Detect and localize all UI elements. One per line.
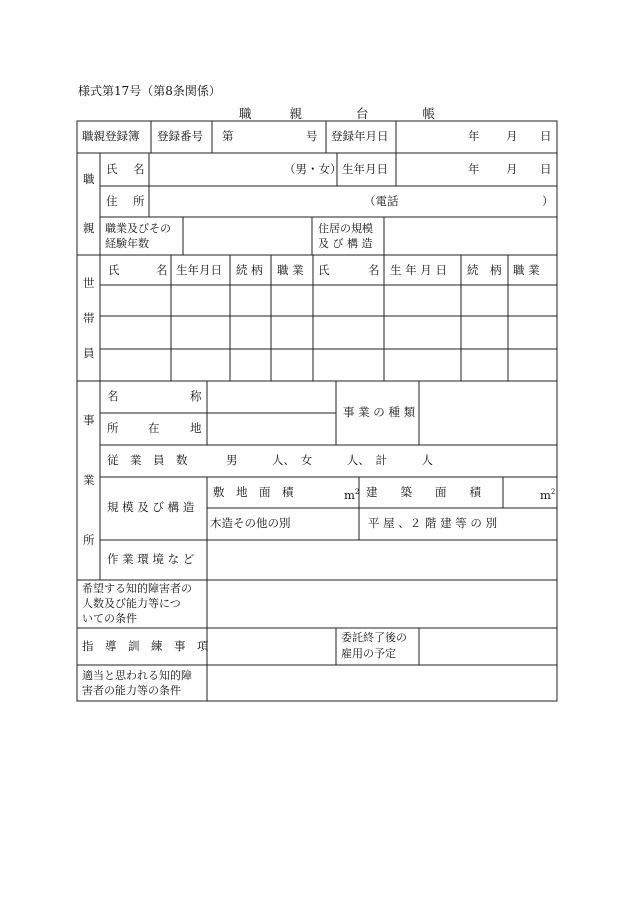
desired-conditions-label: 希望する知的障害者の	[82, 582, 192, 595]
registration-date-label: 登録年月日	[331, 129, 389, 143]
wooden-other-label: 木造その他の別	[210, 516, 291, 530]
household-col-name: 氏	[318, 263, 330, 277]
section-household-char: 員	[83, 346, 95, 360]
household-col-birthdate: 生年月日	[176, 263, 222, 277]
business-location-label: 地	[190, 421, 202, 435]
household-col-relation: 続 柄	[236, 263, 263, 277]
suitable-conditions-label: 害者の能力等の条件	[82, 684, 181, 697]
training-items-label: 指 導 訓 練 事 項	[82, 639, 209, 653]
title-char: 帳	[422, 106, 436, 121]
section-shokushin-char: 親	[83, 221, 95, 235]
phone-label: （電話	[364, 194, 399, 208]
month-label: 月	[506, 162, 518, 176]
floors-label: 平 屋 、２ 階 建 等 の 別	[368, 516, 498, 530]
suitable-conditions-label: 適当と思われる知的障	[82, 669, 192, 682]
registry-book-label: 職親登録簿	[82, 129, 140, 143]
building-area-label: 建 築 面 積	[366, 485, 481, 499]
building-area-unit: $m^2$	[540, 488, 556, 502]
form-number-label: 様式第17号（第8条関係）	[78, 84, 221, 98]
registration-number-suffix: 号	[306, 129, 318, 143]
business-name-label: 称	[190, 389, 202, 403]
gender-field: （男・女）	[284, 162, 342, 176]
post-commission-employment-label: 委託終了後の	[341, 631, 407, 644]
section-household-char: 世	[83, 276, 95, 290]
day-label: 日	[540, 129, 552, 143]
business-name-label: 名	[107, 389, 119, 403]
household-col-name: 名	[368, 263, 380, 277]
household-col-name: 氏	[108, 263, 120, 277]
section-business-char: 事	[83, 413, 95, 427]
address-label-char: 住	[106, 194, 118, 208]
day-label: 日	[540, 162, 552, 176]
residence-label: 住居の規模	[318, 222, 373, 235]
address-label-char: 所	[133, 194, 145, 208]
title-char: 台	[356, 106, 369, 121]
site-area-label: 敷 地 面 積	[213, 485, 294, 499]
household-col-name: 名	[156, 263, 168, 277]
year-label: 年	[468, 129, 480, 143]
section-shokushin-char: 職	[83, 172, 95, 186]
residence-label: 及 び 構 造	[318, 237, 373, 250]
site-area-unit: $m^2$	[344, 488, 360, 502]
occupation-label: 経験年数	[105, 237, 149, 250]
title-char: 職	[239, 106, 252, 121]
section-business-char: 所	[83, 533, 95, 547]
post-commission-employment-label: 雇用の予定	[341, 647, 396, 660]
year-label: 年	[468, 162, 480, 176]
employees-label: 従 業 員 数	[107, 453, 188, 467]
work-environment-label: 作 業 環 境 な ど	[107, 552, 195, 566]
birthdate-label: 生年月日	[342, 162, 388, 176]
name-label-char: 名	[133, 162, 145, 176]
business-location-label: 在	[148, 421, 160, 435]
name-label-char: 氏	[106, 162, 118, 176]
section-business-char: 業	[83, 473, 95, 487]
title-char: 親	[289, 106, 303, 121]
business-location-label: 所	[107, 421, 119, 435]
household-col-occupation: 職 業	[277, 263, 304, 277]
registration-number-label: 登録番号	[157, 129, 203, 143]
desired-conditions-label: いての条件	[82, 612, 137, 625]
employees-value: 男 人、 女 人、 計 人	[226, 453, 433, 467]
household-col-birthdate: 生 年 月 日	[390, 263, 447, 277]
month-label: 月	[506, 129, 518, 143]
registration-number-prefix: 第	[222, 129, 234, 143]
household-col-relation: 続 柄	[467, 263, 502, 277]
section-household-char: 帯	[83, 311, 95, 325]
desired-conditions-label: 人数及び能力等につ	[82, 597, 181, 610]
occupation-label: 職業及びその	[105, 222, 171, 235]
scale-structure-label: 規 模 及 び 構 造	[107, 500, 195, 514]
business-type-label: 事 業 の 種 類	[343, 405, 416, 419]
phone-close-paren: ）	[542, 194, 554, 208]
household-col-occupation: 職 業	[513, 263, 540, 277]
